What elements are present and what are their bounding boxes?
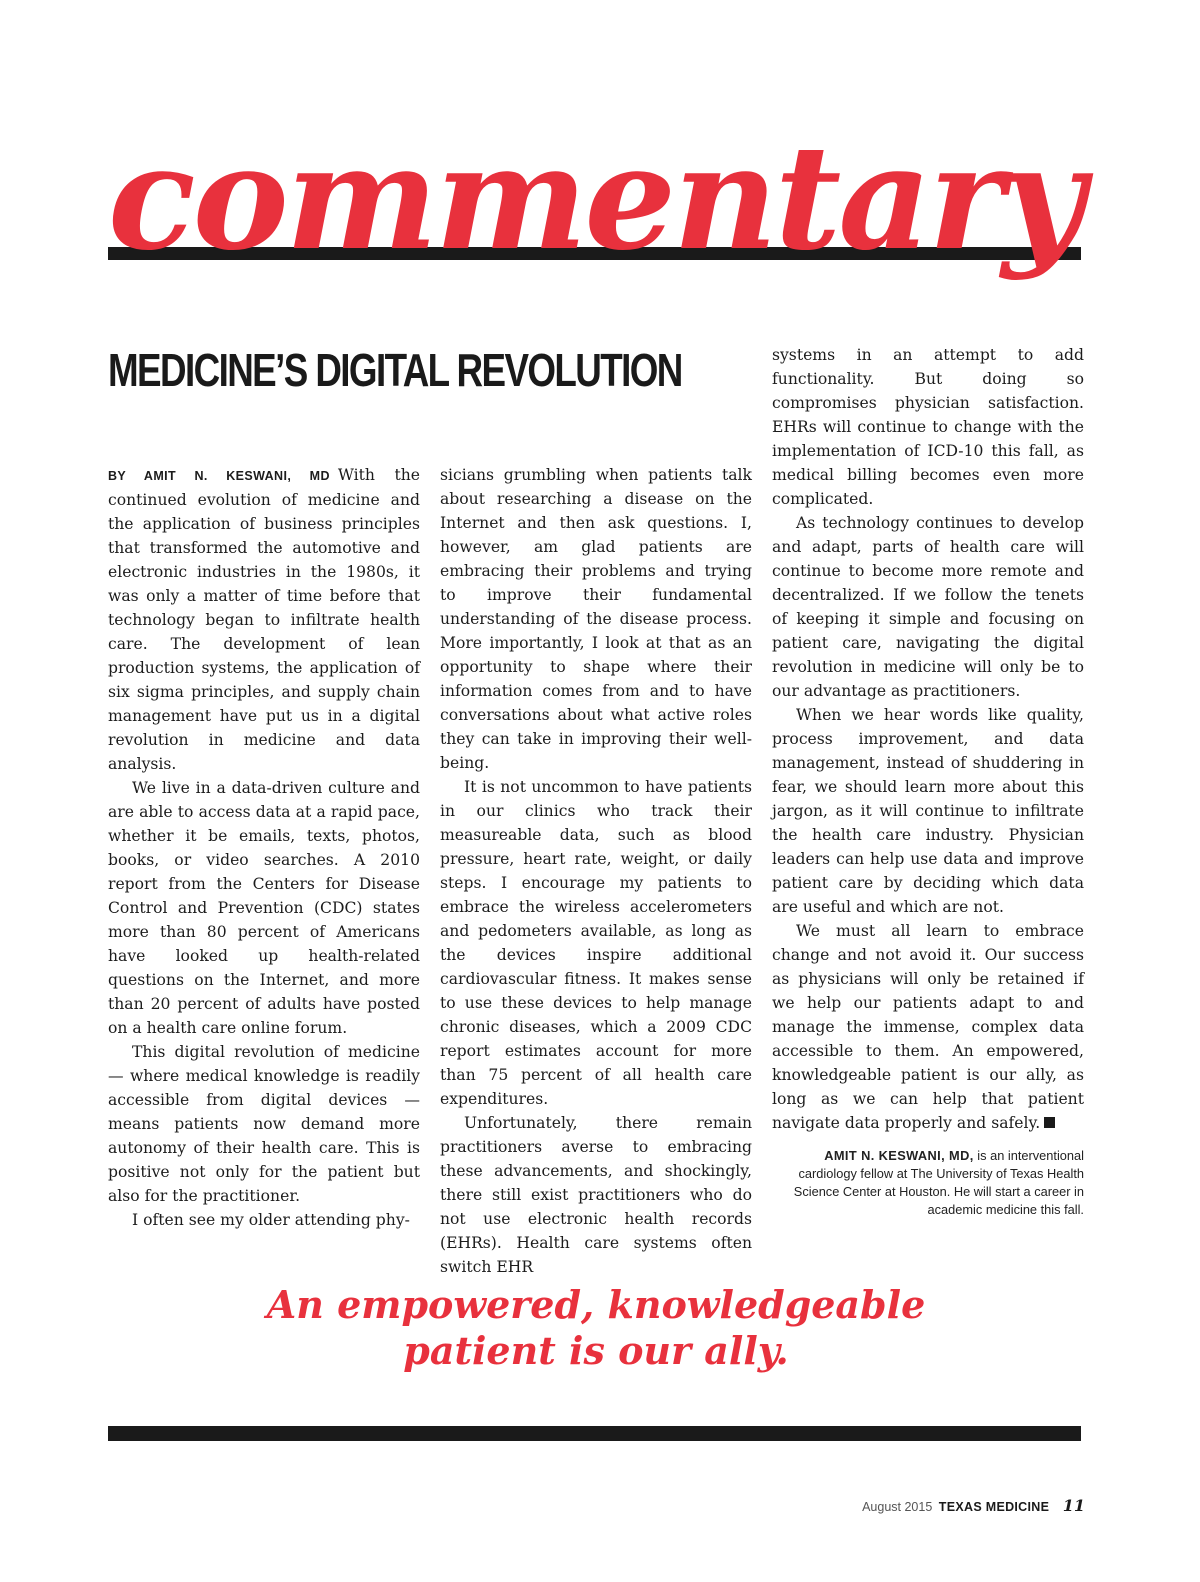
page-number: 11: [1062, 1496, 1085, 1515]
article-paragraph: systems in an attempt to add functionality. But doing so compromises physician satisfaction. EHRs will continue to change with the implementation of ICD-10 this fall, as medical billing becomes even more complicated.: [772, 346, 1084, 508]
article-paragraph: It is not uncommon to have patients in our clinics who track their measureable data, such as blood pressure, heart rate, weight, or daily steps. I encourage my patients to embrace the wireless accelerometers and pedometers available, as long as the devices inspire additional cardiovascular fitness. It makes sense to use these devices to help manage chronic diseases, which a 2009 CDC report estimates account for more than 75 percent of all health care expenditures.: [440, 778, 752, 1108]
magazine-name: TEXAS MEDICINE: [938, 1500, 1050, 1514]
article-paragraph: [772, 919, 1084, 1135]
pull-quote: [108, 1282, 1084, 1374]
issue-date: August 2015: [862, 1500, 933, 1514]
article-paragraph: As technology continues to develop and adapt, parts of health care will continue to become more remote and decentralized. If we follow the tenets of keeping it simple and focusing on patient care, navigating the digital revolution in medicine will only be to our advantage as practitioners.: [772, 514, 1084, 700]
article-paragraph: Unfortunately, there remain practitioners averse to embracing these advancements, and shockingly, there still exist practitioners who do not use electronic health records (EHRs). Health care systems often switch EHR: [440, 1114, 752, 1276]
end-mark-icon: [1044, 1117, 1055, 1128]
bottom-rule: [108, 1426, 1081, 1441]
paragraph-text: We must all learn to embrace change and not avoid it. Our success as physicians will only be retained if we help our patients adapt to and manage the immense, complex data accessible to them. An empowered, knowledgeable patient is our ally, as long as we can help that patient navigate data properly and safely.: [772, 922, 1084, 1132]
article-column-2: [440, 463, 752, 1279]
article-paragraph: [108, 463, 420, 776]
author-bio: [772, 1147, 1084, 1219]
article-column-3: [772, 343, 1084, 1219]
pull-quote-line-1: An empowered, knowledgeable: [266, 1282, 926, 1327]
section-title: commentary: [108, 113, 1083, 282]
paragraph-text: With the continued evolution of medicine and the application of business principles that transformed the automotive and electronic industries in the 1980s, it was only a matter of time before that technology began to infiltrate health care. The development of lean production systems, the application of six sigma principles, and supply chain management have put us in a digital revolution in medicine and data analysis.: [108, 466, 420, 773]
article-column-1: [108, 463, 420, 1232]
article-headline: MEDICINE’S DIGITAL REVOLUTION: [108, 344, 682, 396]
pull-quote-line-2: patient is our ally.: [403, 1328, 789, 1373]
article-paragraph: sicians grumbling when patients talk about researching a disease on the Internet and then ask questions. I, however, am glad patients are embracing their problems and trying to improve their fundamental understanding of the disease process. More importantly, I look at that as an opportunity to shape where their information comes from and to have conversations about what active roles they can take in improving their well-being.: [440, 466, 752, 772]
article-paragraph: We live in a data-driven culture and are able to access data at a rapid pace, whether it be emails, texts, photos, books, or video searches. A 2010 report from the Centers for Disease Control and Prevention (CDC) states more than 80 percent of Americans have looked up health-related questions on the Internet, and more than 20 percent of adults have posted on a health care online forum.: [108, 779, 420, 1037]
article-paragraph: I often see my older attending phy-: [132, 1211, 410, 1229]
page-footer: [862, 1496, 1085, 1515]
bio-text: is an interventional cardiology fellow at The University of Texas Health Science Center at Houston. He will start a career in academic medicine this fall.: [793, 1148, 1084, 1217]
bio-author-name: AMIT N. KESWANI, MD,: [824, 1148, 974, 1163]
article-paragraph: When we hear words like quality, process improvement, and data management, instead of shuddering in fear, we should learn more about this jargon, as it will continue to infiltrate the health care industry. Physician leaders can help use data and improve patient care by deciding which data are useful and which are not.: [772, 706, 1084, 916]
byline: BY AMIT N. KESWANI, MD: [108, 469, 330, 483]
article-paragraph: This digital revolution of medicine — where medical knowledge is readily accessible from digital devices — means patients now demand more autonomy of their health care. This is positive not only for the patient but also for the practitioner.: [108, 1043, 420, 1205]
